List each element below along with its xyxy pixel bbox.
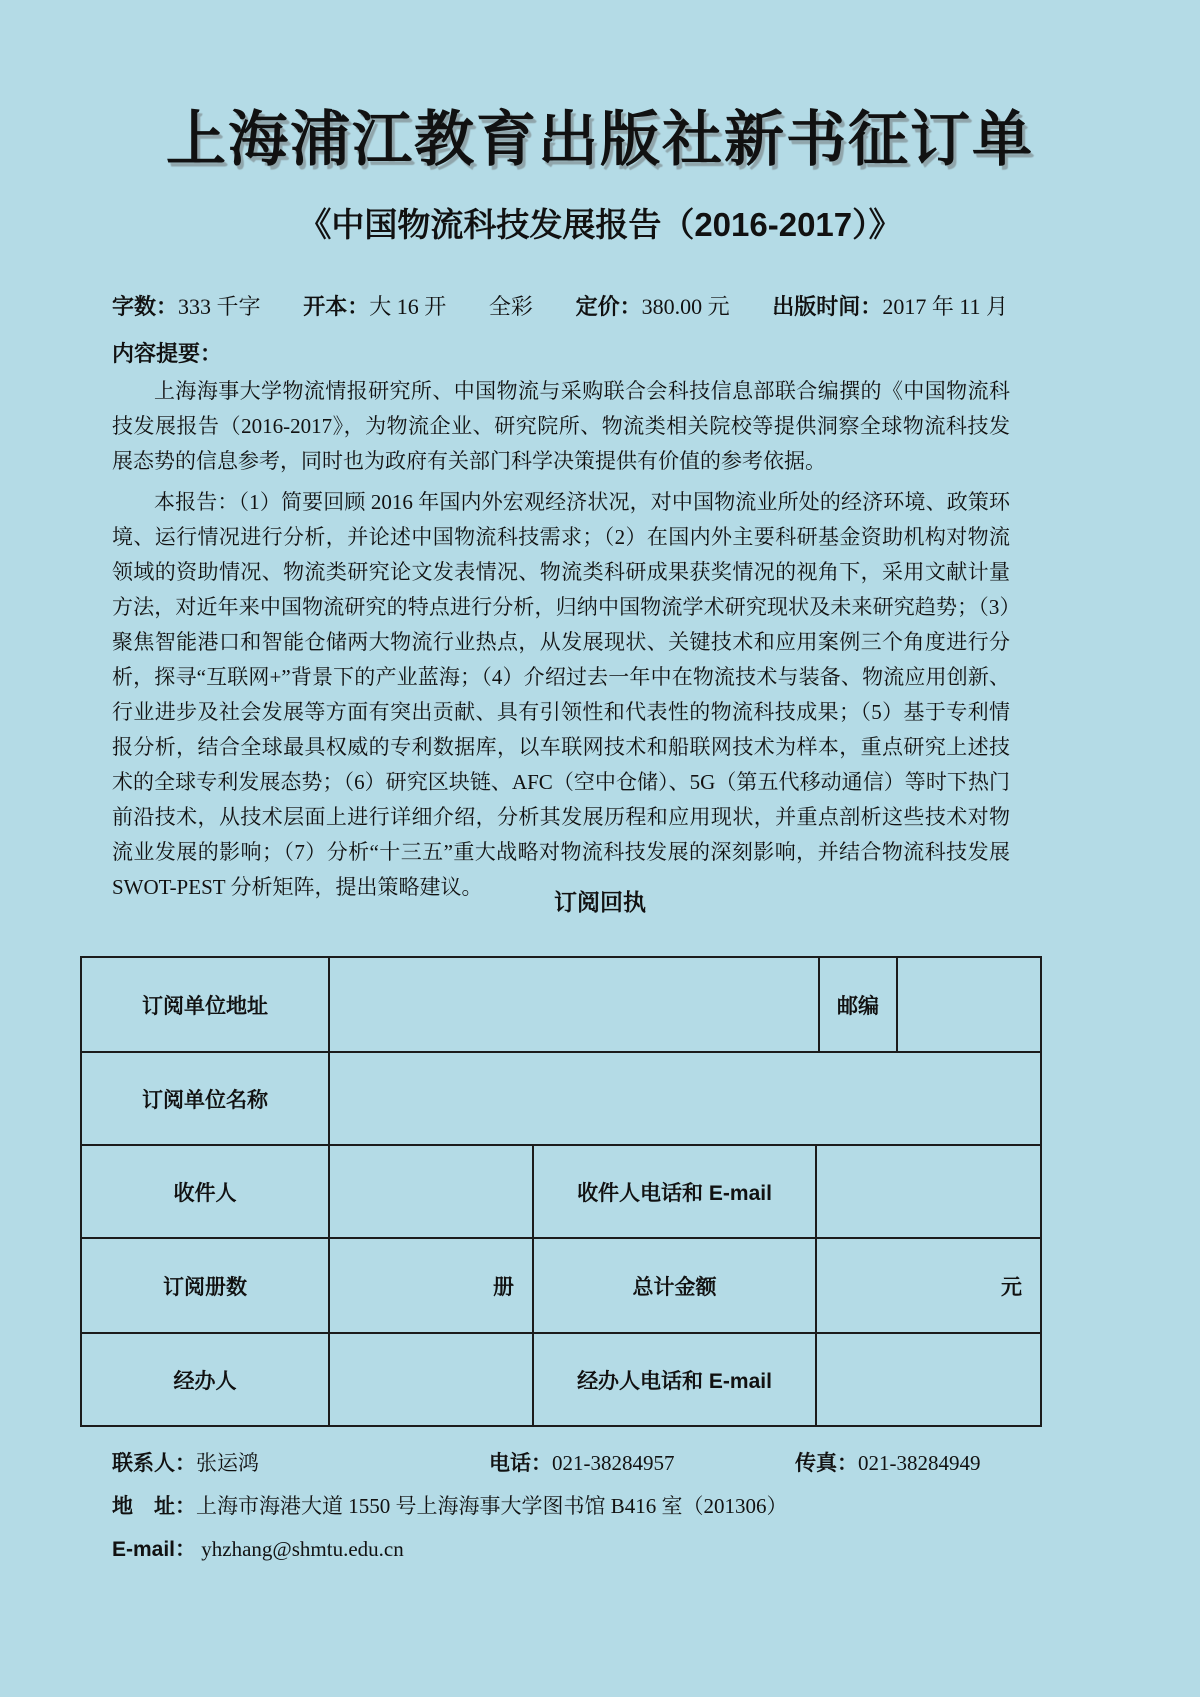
address-label-cell: 订阅单位地址	[142, 994, 268, 1018]
contact-line-3	[112, 1535, 1032, 1564]
contact-fax-label: 传真：	[795, 1452, 858, 1475]
table-row-recipient	[82, 1144, 1040, 1237]
address-input-cell	[328, 958, 818, 1051]
handler-input-cell	[328, 1334, 532, 1425]
handler-contact-input-cell	[815, 1334, 1040, 1425]
format-label: 开本：	[303, 294, 370, 319]
contact-person-value: 张运鸿	[196, 1451, 259, 1475]
table-row-address	[82, 958, 1040, 1051]
pub-date	[772, 290, 1008, 321]
recipient-label-cell: 收件人	[173, 1181, 237, 1205]
contact-email-label: E-mail：	[112, 1538, 197, 1561]
price	[576, 290, 730, 321]
recipient-contact-input-cell	[815, 1146, 1040, 1237]
table-row-handler	[82, 1332, 1040, 1425]
word-count-value: 333 千字	[178, 294, 261, 319]
contact-email-value: yhzhang@shmtu.edu.cn	[201, 1537, 404, 1561]
contact-line-2	[112, 1492, 1032, 1521]
contact-tel	[489, 1449, 795, 1478]
contact-address-value: 上海市海港大道 1550 号上海海事大学图书馆 B416 室（201306）	[196, 1494, 788, 1518]
total-label-cell: 总计金额	[532, 1239, 815, 1332]
zip-input-cell	[896, 958, 1040, 1051]
contact-email	[112, 1535, 404, 1564]
word-count-label: 字数：	[112, 294, 179, 319]
contact-line-1	[112, 1449, 1032, 1478]
price-value: 380.00 元	[641, 294, 730, 319]
recipient-contact-label-cell: 收件人电话和 E-mail	[532, 1146, 815, 1237]
zip-label-cell: 邮编	[818, 958, 896, 1051]
table-row-unit-name	[82, 1051, 1040, 1144]
contact-fax	[795, 1449, 981, 1478]
pub-date-label: 出版时间：	[772, 294, 883, 319]
unit-name-input-cell	[328, 1053, 1040, 1144]
contact-address-label: 地 址：	[112, 1495, 196, 1518]
recipient-input-cell	[328, 1146, 532, 1237]
price-label: 定价：	[575, 294, 642, 319]
unit-name-label-cell: 订阅单位名称	[142, 1088, 268, 1112]
handler-label-cell: 经办人	[173, 1369, 237, 1393]
copies-label-cell: 订阅册数	[163, 1275, 247, 1299]
book-meta-row	[112, 290, 1008, 321]
summary-paragraph-2: 本报告：（1）简要回顾 2016 年国内外宏观经济状况，对中国物流业所处的经济环境、政策环境、运行情况进行分析，并论述中国物流科技需求；（2）在国内外主要科研基金资助机构对物流领域的资助情况、物流类研究论文发表情况、物流类科研成果获奖情况的视角下，采用文献计量方法，对近年来中国物流研究的特点进行分析，归纳中国物流学术研究现状及未来研究趋势；（3）聚焦智能港口和智能仓储两大物流行业热点，从发展现状、关键技术和应用案例三个角度进行分析，探寻“互联网+”背景下的产业蓝海；（4）介绍过去一年中在物流技术与装备、物流应用创新、行业进步及社会发展等方面有突出贡献、具有引领性和代表性的物流科技成果；（5）基于专利情报分析，结合全球最具权威的专利数据库，以车联网技术和船联网技术为样本，重点研究上述技术的全球专利发展态势；（6）研究区块链、AFC（空中仓储）、5G（第五代移动通信）等时下热门前沿技术，从技术层面上进行详细介绍，分析其发展历程和应用现状，并重点剖析这些技术对物流业发展的影响；（7）分析“十三五”重大战略对物流科技发展的深刻影响，并结合物流科技发展 SWOT-PEST 分析矩阵，提出策略建议。	[112, 490, 1010, 899]
summary-body	[112, 374, 1010, 905]
summary-paragraph-1: 上海海事大学物流情报研究所、中国物流与采购联合会科技信息部联合编撰的《中国物流科技发展报告（2016-2017》，为物流企业、研究院所、物流类相关院校等提供洞察全球物流科技发展态势的信息参考，同时也为政府有关部门科学决策提供有价值的参考依据。	[112, 379, 1010, 473]
contact-address	[112, 1492, 788, 1521]
word-count	[112, 290, 261, 321]
handler-contact-label-cell: 经办人电话和 E-mail	[532, 1334, 815, 1425]
publisher-contact-block	[112, 1449, 1032, 1578]
contact-tel-label: 电话：	[489, 1452, 552, 1475]
total-unit-cell: 元	[815, 1239, 1040, 1332]
copies-unit-cell: 册	[328, 1239, 532, 1332]
format	[303, 290, 446, 321]
receipt-heading: 订阅回执	[554, 889, 646, 915]
contact-person	[112, 1449, 489, 1478]
receipt-table	[80, 956, 1042, 1427]
format-value: 大 16 开	[369, 294, 447, 319]
table-row-copies	[82, 1237, 1040, 1332]
contact-person-label: 联系人：	[112, 1452, 196, 1475]
book-title: 《中国物流科技发展报告（2016-2017）》	[298, 206, 902, 243]
contact-tel-value: 021-38284957	[552, 1451, 675, 1475]
color-spec: 全彩	[488, 294, 533, 319]
contact-fax-value: 021-38284949	[858, 1451, 981, 1475]
pub-date-value: 2017 年 11 月	[882, 294, 1008, 319]
summary-heading: 内容提要：	[112, 341, 223, 366]
page-title: 上海浦江教育出版社新书征订单	[166, 106, 1034, 173]
